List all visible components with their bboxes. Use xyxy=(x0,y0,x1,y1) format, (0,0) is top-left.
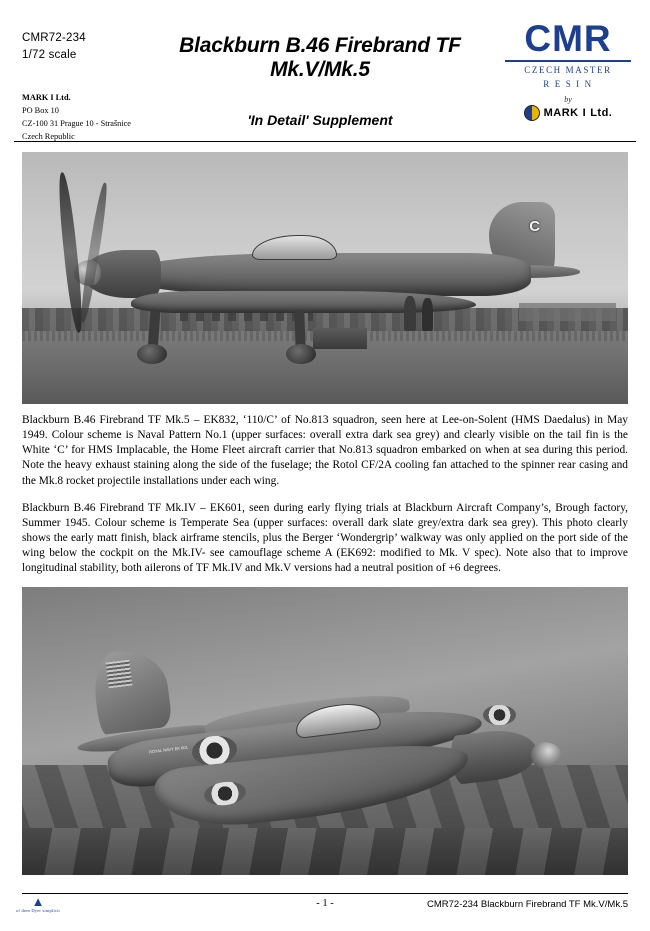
publisher-address-line1: PO Box 10 xyxy=(22,105,59,115)
publisher-name: MARK I Ltd. xyxy=(22,93,71,102)
mark-i-logo xyxy=(502,105,634,121)
footer-divider xyxy=(22,893,628,894)
photo1-ground-crew-figure xyxy=(404,296,416,331)
page-content xyxy=(22,152,628,875)
page-number: - 1 - xyxy=(316,898,334,909)
photo2-serial-marking: ROYAL NAVY EK 601 xyxy=(148,744,189,755)
photo1-caption: Blackburn B.46 Firebrand TF Mk.5 – EK832, ‘110/C’ of No.813 squadron, seen here at Lee-on-Solent (HMS Daedalus) in May 1949. Colour scheme is Naval Pattern No.1 (upper surfaces: overall extra dark sea grey) and clearly visible on the tail fin is the White ‘C’ for HMS Implacable, the Home Fleet aircraft carrier that No.813 squadron embarked on when at sea during this period. Note the heavy exhaust staining along the side of the fuselage; the Rotol CF/2A cooling fan attached to the spinner rear casing and the Mk.8 rocket projectile installations under each wing. xyxy=(22,414,628,487)
mark-brand-tail: Ltd. xyxy=(590,107,613,119)
product-scale: 1/72 scale xyxy=(22,48,77,61)
page-header xyxy=(14,12,636,142)
publisher-address-line3: Czech Republic xyxy=(22,131,75,141)
footer-product-reference: CMR72-234 Blackburn Firebrand TF Mk.V/Mk.5 xyxy=(427,899,628,910)
cmr-logo-subtitle-1: CZECH MASTER xyxy=(524,65,612,75)
photo1-tail-code-letter: C xyxy=(529,217,541,235)
photo1-background-building xyxy=(519,303,616,321)
photo1-left-wheel xyxy=(137,344,167,364)
footer-logo-icon: ▲ xyxy=(31,894,45,909)
product-code: CMR72-234 xyxy=(22,32,86,44)
publisher-address-line2: CZ-100 31 Prague 10 - Strašnice xyxy=(22,118,131,128)
photo1-ground-crew-figure-2 xyxy=(422,298,433,331)
firebrand-mkiv-ek601-flight-photo xyxy=(22,587,628,875)
cmr-logo-letters: CMR xyxy=(524,18,612,59)
cmr-logo-rule xyxy=(505,60,631,62)
cmr-logo-by: by xyxy=(564,95,572,104)
firebrand-mk5-ek832-ground-photo xyxy=(22,152,628,404)
photo2-fin-stencils xyxy=(105,660,132,689)
photo2-foreground-fields xyxy=(22,828,628,874)
photo1-right-wheel xyxy=(286,344,316,364)
mark-badge-icon xyxy=(524,105,540,121)
photo1-rocket-rails xyxy=(180,313,313,321)
cmr-logo-subtitle-2: R E S I N xyxy=(543,78,593,89)
photo2-starboard-wing-roundel xyxy=(483,705,516,725)
photo1-ground-equipment xyxy=(313,328,368,348)
header-left-block xyxy=(22,30,152,63)
cmr-logo xyxy=(502,20,634,121)
photo2-caption: Blackburn B.46 Firebrand TF Mk.IV – EK601, seen during early flying trials at Blackburn Aircraft Company’s, Brough factory, Summer 1945. Colour scheme is Temperate Sea (upper surfaces: overall dark slate grey/extra dark sea grey). This photo clearly shows the early matt finish, black airframe stencils, plus the Berger ‘Wondergrip’ walkway was only applied on the port side of the wing below the cockpit on the Mk.IV- see camouflage scheme A (EK692: modified to Mk. V spec). Note also that to improve longitudinal stability, both ailerons of TF Mk.IV and Mk.V versions had a neutral position of +6 degrees. xyxy=(22,501,628,575)
page-subtitle: 'In Detail' Supplement xyxy=(247,112,393,128)
mark-brand-suffix: I xyxy=(582,107,587,119)
page-title: Blackburn B.46 Firebrand TF Mk.V/Mk.5 xyxy=(179,34,461,81)
footer-logo-text: of then Dyer simplicit xyxy=(15,908,61,913)
mark-brand-text: MARK xyxy=(543,107,579,119)
document-page xyxy=(0,12,650,931)
